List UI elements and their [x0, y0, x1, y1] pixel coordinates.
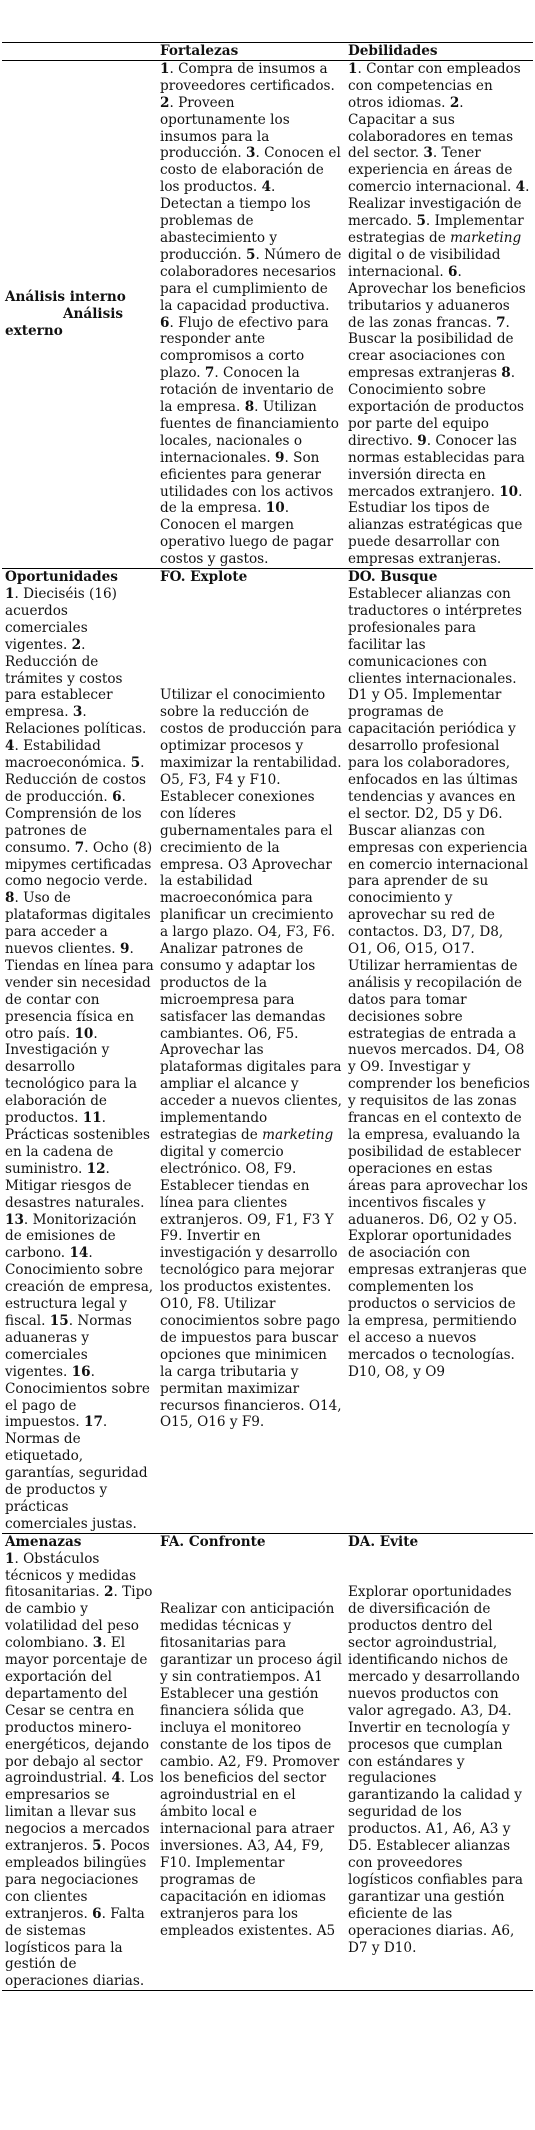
amenaza-item-number: 2	[104, 1584, 114, 1601]
oportunidad-item-text: Uso de plataformas digitales para acceder a nuevos clientes.	[5, 890, 151, 958]
oportunidad-item-text: Tiendas en línea para vender sin necesidad de contar con presencia física en otro país.	[5, 957, 154, 1042]
oportunidad-item-number: 17	[84, 1414, 103, 1431]
amenazas-header-row	[2, 1533, 533, 1550]
debilidad-item-number: 9	[417, 432, 427, 449]
oportunidades-row	[2, 586, 533, 1533]
oportunidad-item-number: 7	[74, 839, 85, 856]
do-strategies-cell: Establecer alianzas con traductores o intérpretes profesionales para facilitar las comunicaciones con clientes internacionales. D1 y O5. Implementar programas de capacitación periódica y desarrollo profesional para los colaboradores, enfocados en las últimas tendencias y avances en el sector. D2, D5 y D6. Buscar alianzas con empresas con experiencia en comercio internacional para aprender de su conocimiento y aprovechar su red de contactos. D3, D7, D8, O1, O6, O15, O17. Utilizar herramientas de análisis y recopilación de datos para tomar decisiones sobre estrategias de entrada a nuevos mercados. D4, O8 y O9. Investigar y comprender los beneficios y requisitos de las zonas francas en el contexto de la empresa, evaluando la posibilidad de establecer operaciones en estas áreas para aprovechar los incentivos fiscales y aduaneros. D6, O2 y O5. Explorar oportunidades de asociación con empresas extranjeras que complementen los productos o servicios de la empresa, permitiendo el acceso a nuevos mercados o tecnologías. D10, O8, y O9	[348, 586, 530, 1380]
oportunidad-item-text: Relaciones políticas.	[5, 721, 147, 738]
debilidad-item-number: 1	[348, 60, 358, 77]
debilidad-item-number: 3	[423, 145, 433, 162]
debilidad-item-emphasis: marketing	[450, 229, 522, 246]
amenazas-row	[2, 1551, 533, 1991]
amenaza-item-text: Tipo de cambio y volatilidad del peso colombiano.	[5, 1584, 153, 1652]
oportunidad-item-number: 10	[74, 1025, 94, 1042]
oportunidad-item-text: Reducción de trámites y costos para establecer empresa.	[5, 653, 123, 721]
debilidad-item-text: Aprovechar los beneficios tributarios y aduaneros de las zonas francas.	[348, 280, 526, 331]
oportunidad-item-text: Mitigar riesgos de desastres naturales.	[5, 1177, 145, 1211]
oportunidad-item-text: Conocimientos sobre el pago de impuestos.	[5, 1380, 150, 1431]
axis-label-cell	[2, 60, 157, 568]
do-title: DO. Busque	[345, 569, 533, 586]
oportunidad-item-text: Normas de etiquetado, garantías, seguridad de productos y prácticas comerciales justas.	[5, 1431, 148, 1532]
debilidades-cell	[345, 60, 533, 568]
debilidad-item-number: 5	[416, 213, 426, 230]
amenaza-item-text: Obstáculos técnicos y medidas fitosanitarias.	[5, 1550, 137, 1601]
amenaza-item-number: 3	[92, 1635, 103, 1652]
fortaleza-item-text: Conocen el margen operativo luego de pagar costos y gastos.	[160, 517, 334, 568]
oportunidad-item-number: 12	[86, 1160, 106, 1177]
swot-matrix-table	[2, 42, 533, 1991]
oportunidad-item-number: 13	[5, 1211, 24, 1228]
oportunidad-item-number: 8	[5, 890, 15, 907]
oportunidad-item-text: Monitorización de emisiones de carbono.	[5, 1211, 137, 1262]
amenaza-item-number: 1	[5, 1550, 15, 1567]
oportunidad-item-text: Comprensión de los patrones de consumo.	[5, 805, 142, 856]
oportunidades-cell	[2, 586, 157, 1533]
oportunidad-item-number: 5	[130, 755, 141, 772]
fortaleza-item-text: Compra de insumos a proveedores certificados.	[160, 60, 335, 94]
fortaleza-item-number: 8	[244, 399, 255, 416]
debilidad-item-text: Implementar estrategias de	[348, 213, 524, 246]
oportunidad-item-number: 16	[71, 1363, 91, 1380]
debilidad-item-text: Realizar investigación de mercado.	[348, 196, 522, 230]
fortaleza-item-number: 3	[246, 145, 256, 162]
debilidad-item-number: 4	[515, 179, 526, 196]
oportunidad-item-text: Normas aduaneras y comerciales vigentes.	[5, 1312, 132, 1380]
amenaza-item-number: 5	[92, 1838, 102, 1855]
fortalezas-list: 1. Compra de insumos a proveedores certificados. 2. Proveen oportunamente los insumos para la producción. 3. Conocen el costo de elaboración de los productos. 4. Detectan a tiempo los problemas de abastecimiento y producción. 5. Número de colaboradores necesarios para el cumplimiento de la capacidad productiva. 6. Flujo de efectivo para responder ante compromisos a corto plazo. 7. Conocen la rotación de inventario de la empresa. 8. Utilizan fuentes de financiamiento locales, nacionales o internacionales. 9. Son eficientes para generar utilidades con los activos de la empresa. 10. Conocen el margen operativo luego de pagar costos y gastos.	[160, 60, 342, 568]
oportunidad-item-number: 15	[49, 1312, 69, 1329]
oportunidades-header-row	[2, 569, 533, 586]
axis-label-external-2: externo	[5, 322, 63, 339]
fo-text-1: Utilizar el conocimiento sobre la reducción de costos de producción para optimizar procesos y maximizar la rentabilidad. O5, F3, F4 y F10. Establecer conexiones con líderes gubernamentales para el crecimiento de la empresa. O3 Aprovechar la estabilidad macroeconómica para planificar un crecimiento a largo plazo. O4, F3, F6. Analizar patrones de consumo y adaptar los productos de la microempresa para satisfacer las demandas cambiantes. O6, F5. Aprovechar las plataformas digitales para ampliar el alcance y acceder a nuevos clientes, implementando estrategias de	[160, 687, 342, 1143]
fo-strategies-cell	[157, 586, 345, 1533]
da-title: DA. Evite	[345, 1533, 533, 1550]
oportunidad-item-text: Prácticas sostenibles en la cadena de suministro.	[5, 1127, 151, 1177]
debilidad-item-number: 6	[447, 263, 458, 280]
fortaleza-item-text: Conocen el costo de elaboración de los productos.	[160, 145, 341, 196]
fortaleza-item-number: 7	[204, 365, 215, 382]
amenaza-item-number: 6	[92, 1905, 102, 1922]
debilidad-item-text: Tener experiencia en áreas de comercio internacional.	[348, 145, 513, 196]
header-empty-cell	[2, 43, 157, 61]
oportunidad-item-number: 4	[5, 738, 15, 755]
debilidad-item-text: Capacitar a sus colaboradores en temas del sector.	[348, 111, 514, 162]
fortaleza-item-text: Detectan a tiempo los problemas de abastecimiento y producción.	[160, 196, 311, 263]
fortaleza-item-text: Conocen la rotación de inventario de la empresa.	[160, 365, 334, 416]
fortaleza-item-number: 4	[261, 179, 272, 196]
oportunidad-item-number: 1	[5, 586, 15, 602]
fo-text-2: digital y comercio electrónico. O8, F9. Establecer tiendas en línea para clientes extranjeros. O9, F1, F3 Y F9. Invertir en investigación y desarrollo tecnológico para mejorar los productos existentes. O10, F8. Utilizar conocimientos sobre pago de impuestos para buscar opciones que minimicen la carga tributaria y permitan maximizar recursos financieros. O14, O15, O16 y F9.	[160, 1143, 342, 1431]
oportunidad-item-number: 6	[112, 788, 122, 805]
fortaleza-item-number: 9	[275, 449, 285, 466]
fortaleza-item-text: Proveen oportunamente los insumos para la producción.	[160, 94, 290, 162]
fortaleza-item-text: Número de colaboradores necesarios para el cumplimiento de la capacidad productiva.	[160, 246, 342, 314]
amenazas-label: Amenazas	[2, 1533, 157, 1550]
fo-title: FO. Explote	[157, 569, 345, 586]
fortalezas-cell	[157, 60, 345, 568]
header-fortalezas: Fortalezas	[157, 43, 345, 61]
strengths-weaknesses-row	[2, 60, 533, 568]
fo-text-em: marketing	[262, 1127, 334, 1143]
header-debilidades: Debilidades	[345, 43, 533, 61]
debilidad-item-number: 8	[501, 365, 511, 382]
amenaza-item-text: El mayor porcentaje de exportación del departamento del Cesar se centra en productos minero-energéticos, dejando por debajo al sector agroindustrial.	[5, 1635, 150, 1787]
oportunidad-item-number: 3	[72, 704, 83, 721]
oportunidad-item-text: Ocho (8) mipymes certificadas como negocio verde.	[5, 839, 153, 890]
oportunidad-item-text: Estabilidad macroeconómica.	[5, 738, 127, 772]
amenaza-item-text: Los empresarios se limitan a llevar sus negocios a mercados extranjeros.	[5, 1770, 154, 1855]
fortaleza-item-text: Son eficientes para generar utilidades con los activos de la empresa.	[160, 449, 334, 517]
axis-label-internal: Análisis interno	[5, 289, 126, 306]
amenaza-item-number: 4	[111, 1770, 121, 1787]
header-row	[2, 43, 533, 61]
oportunidad-item-number: 11	[82, 1110, 102, 1127]
debilidad-item-number: 2	[449, 94, 460, 111]
fortaleza-item-text: Utilizan fuentes de financiamiento locales, nacionales o internacionales.	[160, 399, 339, 466]
debilidad-item-number: 10	[499, 483, 519, 500]
debilidad-item-text: Estudiar los tipos de alianzas estratégicas que puede desarrollar con empresas extranjeras.	[348, 500, 523, 568]
amenaza-item-text: Pocos empleados bilingües para negociaciones con clientes extranjeros.	[5, 1838, 150, 1922]
oportunidad-item-text: Reducción de costos de producción.	[5, 771, 147, 805]
fa-strategies-cell: Realizar con anticipación medidas técnicas y fitosanitarias para garantizar un proceso ágil y sin contratiempos. A1 Establecer una gestión financiera sólida que incluya el monitoreo constante de los tipos de cambio. A2, F9. Promover los beneficios del sector agroindustrial en el ámbito local e internacional para atraer inversiones. A3, A4, F9, F10. Implementar programas de capacitación en idiomas extranjeros para los empleados existentes. A5	[157, 1551, 345, 1991]
debilidad-item-text: Contar con empleados con competencias en otros idiomas.	[348, 60, 521, 111]
debilidades-list: 1. Contar con empleados con competencias en otros idiomas. 2. Capacitar a sus colaboradores en temas del sector. 3. Tener experiencia en áreas de comercio internacional. 4. Realizar investigación de mercado. 5. Implementar estrategias de marketing digital o de visibilidad internacional. 6. Aprovechar los beneficios tributarios y aduaneros de las zonas francas. 7. Buscar la posibilidad de crear asociaciones con empresas extranjeras 8. Conocimiento sobre exportación de productos por parte del equipo directivo. 9. Conocer las normas establecidas para inversión directa en mercados extranjero. 10. Estudiar los tipos de alianzas estratégicas que puede desarrollar con empresas extranjeras.	[348, 60, 530, 568]
oportunidad-item-number: 9	[119, 941, 130, 958]
axis-label-external-1: Análisis	[63, 306, 124, 323]
fortaleza-item-number: 5	[246, 246, 256, 263]
oportunidades-list: 1. Dieciséis (16) acuerdos comerciales vigentes. 2. Reducción de trámites y costos para establecer empresa. 3. Relaciones políticas. 4. Estabilidad macroeconómica. 5. Reducción de costos de producción. 6. Comprensión de los patrones de consumo. 7. Ocho (8) mipymes certificadas como negocio verde. 8. Uso de plataformas digitales para acceder a nuevos clientes. 9. Tiendas en línea para vender sin necesidad de contar con presencia física en otro país. 10. Investigación y desarrollo tecnológico para la elaboración de productos. 11. Prácticas sostenibles en la cadena de suministro. 12. Mitigar riesgos de desastres naturales. 13. Monitorización de emisiones de carbono. 14. Conocimiento sobre creación de empresa, estructura legal y fiscal. 15. Normas aduaneras y comerciales vigentes. 16. Conocimientos sobre el pago de impuestos. 17. Normas de etiquetado, garantías, seguridad de productos y prácticas comerciales justas.	[5, 586, 154, 1532]
fortaleza-item-number: 1	[160, 60, 170, 77]
fortaleza-item-number: 2	[160, 94, 170, 111]
oportunidad-item-text: Conocimiento sobre creación de empresa, estructura legal y fiscal.	[5, 1262, 154, 1329]
fa-title: FA. Confronte	[157, 1533, 345, 1550]
amenaza-item-text: Falta de sistemas logísticos para la gestión de operaciones diarias.	[5, 1905, 145, 1990]
debilidad-item-text: Conocer las normas establecidas para inversión directa en mercados extranjero.	[348, 432, 525, 500]
oportunidad-item-text: Investigación y desarrollo tecnológico para la elaboración de productos.	[5, 1042, 137, 1127]
debilidad-item-number: 7	[496, 314, 506, 331]
fortaleza-item-number: 6	[160, 314, 170, 331]
oportunidad-item-number: 2	[71, 636, 82, 653]
debilidad-item-text: Buscar la posibilidad de crear asociaciones con empresas extranjeras	[348, 331, 514, 382]
amenazas-cell	[2, 1551, 157, 1991]
fortaleza-item-number: 10	[265, 500, 285, 517]
fortaleza-item-text: Flujo de efectivo para responder ante compromisos a corto plazo.	[160, 314, 329, 382]
da-strategies-cell: Explorar oportunidades de diversificación de productos dentro del sector agroindustrial, identificando nichos de mercado y desarrollando nuevos productos con valor agregado. A3, D4. Invertir en tecnología y procesos que cumplan con estándares y regulaciones garantizando la calidad y seguridad de los productos. A1, A6, A3 y D5. Establecer alianzas con proveedores logísticos confiables para garantizar una gestión eficiente de las operaciones diarias. A6, D7 y D10.	[345, 1551, 533, 1991]
debilidad-item-text: Conocimiento sobre exportación de productos por parte del equipo directivo.	[348, 382, 525, 449]
oportunidad-item-text: Dieciséis (16) acuerdos comerciales vigentes.	[5, 586, 117, 653]
oportunidad-item-number: 14	[69, 1245, 89, 1262]
oportunidades-label: Oportunidades	[2, 569, 157, 586]
debilidad-item-text-cont: digital o de visibilidad internacional.	[348, 246, 501, 280]
amenazas-list: 1. Obstáculos técnicos y medidas fitosanitarias. 2. Tipo de cambio y volatilidad del peso colombiano. 3. El mayor porcentaje de exportación del departamento del Cesar se centra en productos minero-energéticos, dejando por debajo al sector agroindustrial. 4. Los empresarios se limitan a llevar sus negocios a mercados extranjeros. 5. Pocos empleados bilingües para negociaciones con clientes extranjeros. 6. Falta de sistemas logísticos para la gestión de operaciones diarias.	[5, 1550, 154, 1990]
